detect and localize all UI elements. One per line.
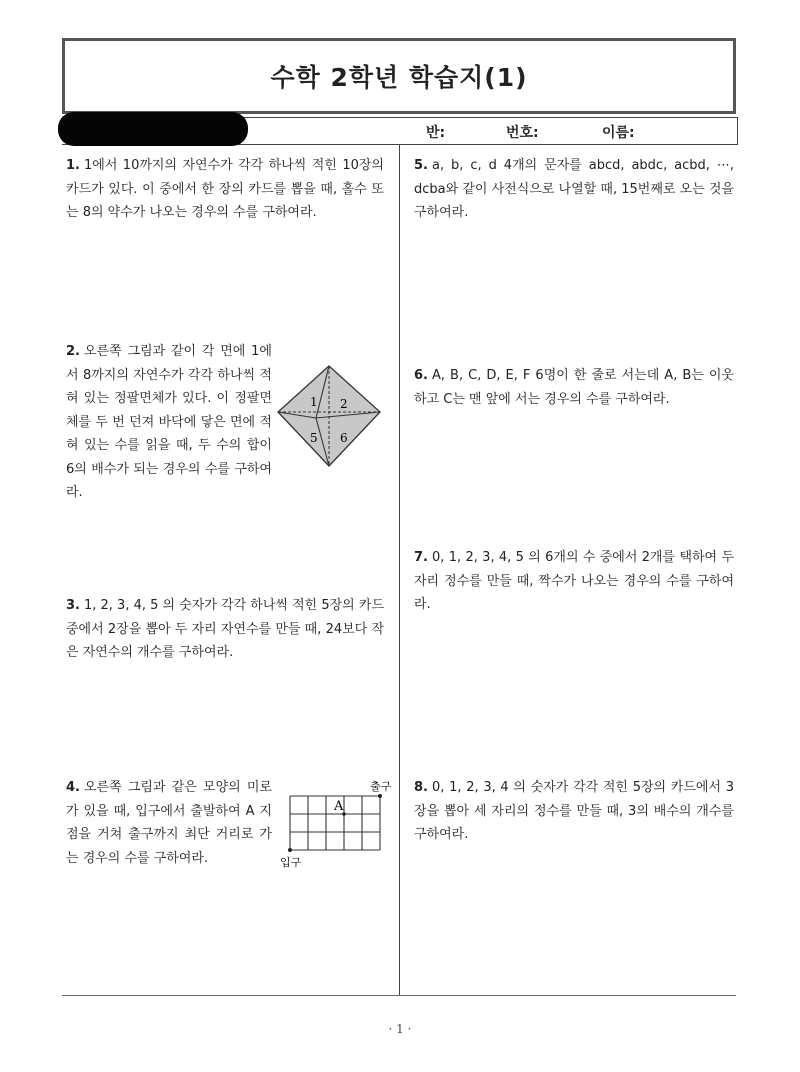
problem-number: 5. bbox=[414, 158, 428, 173]
point-a-label: A bbox=[334, 799, 344, 814]
page-title: 수학 2학년 학습지(1) bbox=[270, 63, 528, 92]
problem-text: A, B, C, D, E, F 6명이 한 줄로 서는데 A, B는 이웃하고 C는 맨 앞에 서는 경우의 수를 구하여라. bbox=[414, 368, 734, 407]
entrance-point bbox=[288, 848, 292, 852]
problem-1 bbox=[66, 154, 384, 225]
face-label: 1 bbox=[310, 395, 318, 409]
exit-point bbox=[378, 794, 382, 798]
name-label: 이름: bbox=[602, 125, 635, 141]
bottom-rule bbox=[62, 995, 736, 996]
problem-text: a, b, c, d 4개의 문자를 abcd, abdc, acbd, ⋯, dcba와 같이 사전식으로 나열할 때, 15번째로 오는 것을 구하여라. bbox=[414, 158, 734, 220]
problem-5 bbox=[414, 154, 734, 225]
face-label: 2 bbox=[340, 397, 348, 411]
problem-number: 6. bbox=[414, 368, 428, 383]
problem-8 bbox=[414, 776, 734, 847]
problem-2 bbox=[66, 340, 272, 505]
problem-text: 1에서 10까지의 자연수가 각각 하나씩 적힌 10장의 카드가 있다. 이 중에서 한 장의 카드를 뽑을 때, 홀수 또는 8의 약수가 나오는 경우의 수를 구하여라. bbox=[66, 158, 384, 220]
title-box bbox=[62, 38, 736, 114]
problem-number: 2. bbox=[66, 344, 80, 359]
redaction-mark bbox=[58, 112, 248, 146]
problem-3 bbox=[66, 594, 384, 665]
problem-text: 0, 1, 2, 3, 4 의 숫자가 각각 적힌 5장의 카드에서 3장을 뽑아 세 자리의 정수를 만들 때, 3의 배수의 개수를 구하여라. bbox=[414, 780, 734, 842]
problem-4 bbox=[66, 776, 272, 870]
problem-number: 8. bbox=[414, 780, 428, 795]
problem-text: 오른쪽 그림과 같이 각 면에 1에서 8까지의 자연수가 각각 하나씩 적혀 있는 정팔면체가 있다. 이 정팔면체를 두 번 던져 바닥에 닿은 면에 적혀 있는 수를 읽을 때, 두 수의 합이 6의 배수가 되는 경우의 수를 구하여라. bbox=[66, 344, 272, 500]
problem-text: 1, 2, 3, 4, 5 의 숫자가 각각 하나씩 적힌 5장의 카드 중에서 2장을 뽑아 두 자리 자연수를 만들 때, 24보다 작은 자연수의 개수를 구하여라. bbox=[66, 598, 384, 660]
class-label: 반: bbox=[426, 125, 446, 141]
number-label: 번호: bbox=[506, 125, 539, 141]
problem-number: 1. bbox=[66, 158, 80, 173]
problem-7 bbox=[414, 546, 734, 617]
problem-6 bbox=[414, 364, 734, 411]
problem-number: 3. bbox=[66, 598, 80, 613]
entrance-label: 입구 bbox=[280, 856, 302, 869]
face-label: 6 bbox=[340, 431, 348, 445]
face-label: 5 bbox=[310, 431, 318, 445]
page-number: · 1 · bbox=[388, 1022, 412, 1036]
maze-figure bbox=[276, 776, 396, 872]
column-divider bbox=[399, 145, 400, 995]
octahedron-figure bbox=[272, 360, 386, 472]
problem-text: 오른쪽 그림과 같은 모양의 미로가 있을 때, 입구에서 출발하여 A 지점을 거쳐 출구까지 최단 거리로 가는 경우의 수를 구하여라. bbox=[66, 780, 272, 866]
exit-label: 출구 bbox=[370, 780, 392, 793]
problem-number: 4. bbox=[66, 780, 80, 795]
problem-text: 0, 1, 2, 3, 4, 5 의 6개의 수 중에서 2개를 택하여 두 자리 정수를 만들 때, 짝수가 나오는 경우의 수를 구하여라. bbox=[414, 550, 734, 612]
problem-number: 7. bbox=[414, 550, 428, 565]
